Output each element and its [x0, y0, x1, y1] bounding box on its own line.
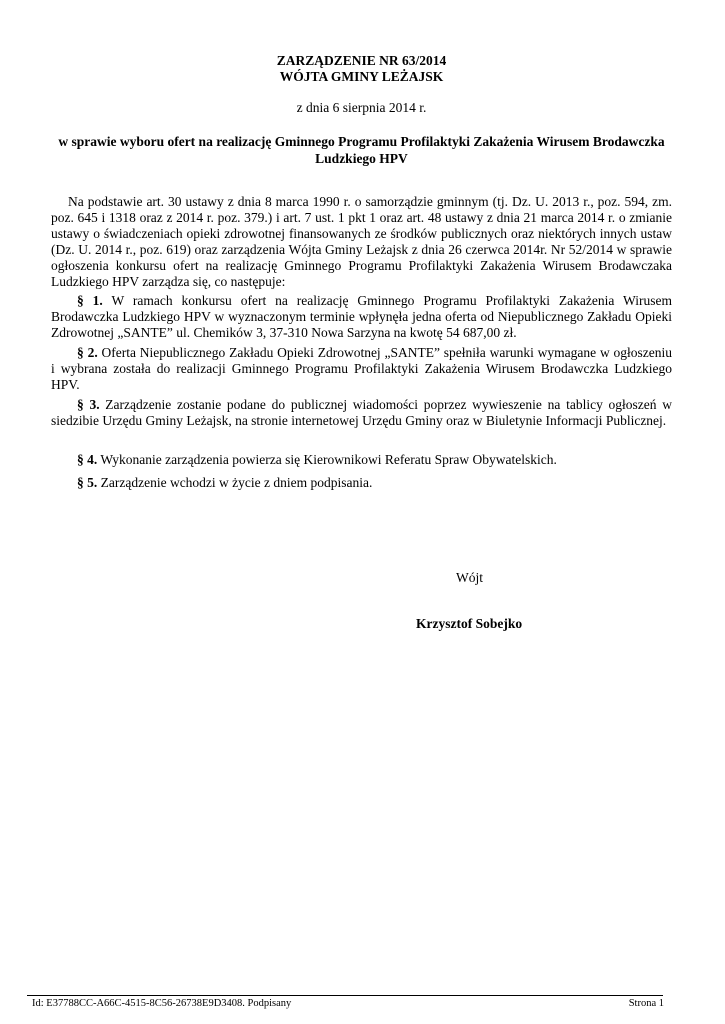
- section-1-text: W ramach konkursu ofert na realizację Gminnego Programu Profilaktyki Zakażenia Wirusem Brodawczka Ludzkiego HPV w wyznaczonym terminie wpłynęła jedna oferta od Niepublicznego Zakładu Opieki Zdrowotnej „SANTE” ul. Chemików 3, 37-310 Nowa Sarzyna na kwotę 54 687,00 zł.: [51, 293, 673, 340]
- document-title-line2: WÓJTA GMINY LEŻAJSK: [279, 69, 444, 84]
- footer-document-id: Id: E37788CC-A66C-4515-8C56-26738E9D3408. Podpisany: [32, 998, 292, 1009]
- section-2-mark: § 2.: [77, 345, 98, 360]
- section-4: [51, 452, 672, 468]
- section-3-mark: § 3.: [77, 397, 100, 412]
- signature-role: Wójt: [456, 570, 483, 585]
- document-date: z dnia 6 sierpnia 2014 r.: [296, 100, 427, 115]
- section-3: [51, 397, 672, 429]
- section-5-mark: § 5.: [77, 475, 98, 490]
- section-1: [51, 293, 672, 341]
- footer-divider: [27, 995, 663, 996]
- section-3-text: Zarządzenie zostanie podane do publicznej wiadomości poprzez wywieszenie na tablicy ogłoszeń w siedzibie Urzędu Gminy Leżajsk, na stronie internetowej Urzędu Gminy oraz w Biuletynie Informacji Publicznej.: [51, 397, 672, 428]
- section-5-text: Zarządzenie wchodzi w życie z dniem podpisania.: [97, 475, 373, 490]
- section-2-text: Oferta Niepublicznego Zakładu Opieki Zdrowotnej „SANTE” spełniła warunki wymagane w ogłoszeniu i wybrana została do realizacji Gminnego Programu Profilaktyki Zakażenia Wirusem Brodawczka Ludzkiego HPV.: [51, 345, 673, 392]
- section-5: [51, 475, 672, 491]
- section-2: [51, 345, 672, 393]
- preamble-paragraph: Na podstawie art. 30 ustawy z dnia 8 marca 1990 r. o samorządzie gminnym (tj. Dz. U. 2013 r., poz. 594, zm. poz. 645 i 1318 oraz z 2014 r. poz. 379.) i art. 7 ust. 1 pkt 1 oraz art. 48 ustawy z dnia 21 marca 2014 r. o zmianie ustawy o świadczeniach opieki zdrowotnej finansowanych ze środków publicznych oraz niektórych innych ustaw (Dz. U. 2014 r., poz. 619) oraz zarządzenia Wójta Gminy Leżajsk z dnia 26 czerwca 2014r. Nr 52/2014 w sprawie ogłoszenia konkursu ofert na realizację Gminnego Programu Profilaktyki Zakażenia Wirusem Brodawczaka Ludzkiego HPV zarządza się, co następuje:: [51, 194, 672, 289]
- document-subject: w sprawie wyboru ofert na realizację Gminnego Programu Profilaktyki Zakażenia Wirusem Brodawczka Ludzkiego HPV: [58, 134, 665, 166]
- document-title-line1: ZARZĄDZENIE NR 63/2014: [276, 53, 447, 68]
- section-4-mark: § 4.: [77, 452, 98, 467]
- section-1-mark: § 1.: [77, 293, 103, 308]
- footer-page-number: Strona 1: [628, 998, 664, 1009]
- signature-name: Krzysztof Sobejko: [416, 616, 523, 631]
- section-4-text: Wykonanie zarządzenia powierza się Kierownikowi Referatu Spraw Obywatelskich.: [97, 452, 557, 467]
